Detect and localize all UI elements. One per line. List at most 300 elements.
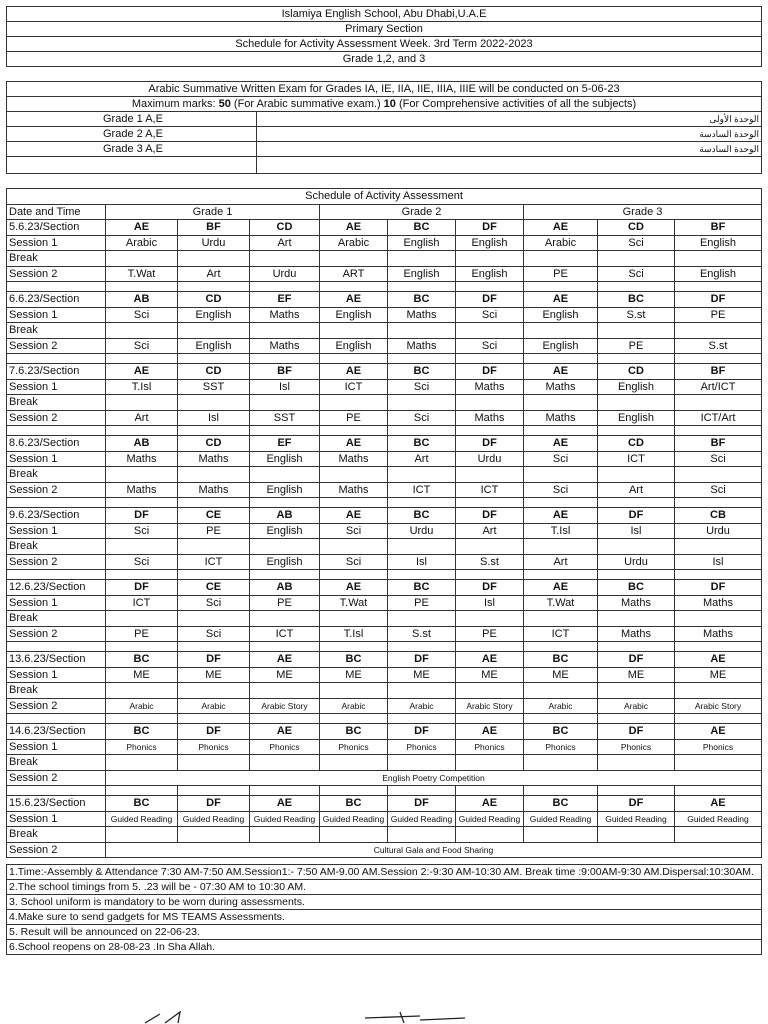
- spacer-cell: [106, 354, 178, 364]
- date-time-header: Date and Time: [7, 204, 106, 220]
- date-row: [7, 364, 762, 380]
- session-1-label: Session 1: [7, 595, 106, 611]
- spacer-cell: [388, 354, 456, 364]
- subject-cell: Maths: [178, 451, 250, 467]
- session-2-label: Session 2: [7, 338, 106, 354]
- empty-cell: [524, 683, 598, 699]
- subject-cell: English: [675, 235, 762, 251]
- subject-cell: English: [456, 266, 524, 282]
- subject-cell: Guided Reading: [250, 811, 320, 827]
- grade-2-header: Grade 2: [320, 204, 524, 220]
- subject-cell: ME: [178, 667, 250, 683]
- session-1-label: Session 1: [7, 667, 106, 683]
- spacer-cell: [106, 642, 178, 652]
- session-2-row: [7, 482, 762, 498]
- subject-cell: Maths: [388, 338, 456, 354]
- break-row: [7, 827, 762, 843]
- subject-cell: English: [250, 451, 320, 467]
- subject-cell: T.Isl: [106, 379, 178, 395]
- subject-cell: Art/ICT: [675, 379, 762, 395]
- subject-cell: Maths: [178, 482, 250, 498]
- section-code: BC: [388, 580, 456, 596]
- empty-cell: [675, 539, 762, 555]
- subject-cell: Phonics: [598, 739, 675, 755]
- subject-cell: Arabic Story: [675, 698, 762, 714]
- spacer-cell: [320, 426, 388, 436]
- subject-cell: ME: [320, 667, 388, 683]
- subject-cell: ME: [598, 667, 675, 683]
- subject-cell: Maths: [250, 307, 320, 323]
- subject-cell: Maths: [388, 307, 456, 323]
- subject-cell: ART: [320, 266, 388, 282]
- maximum-marks: Maximum marks: 50 (For Arabic summative exam.) 10 (For Comprehensive activities of all the subjects): [7, 97, 762, 112]
- subject-cell: Arabic: [106, 235, 178, 251]
- subject-cell: English: [178, 338, 250, 354]
- date-label: 14.6.23/Section: [7, 724, 106, 740]
- note-6: 6.School reopens on 28-08-23 .In Sha Allah.: [7, 940, 762, 955]
- empty-cell: [106, 827, 178, 843]
- subject-cell: Sci: [388, 379, 456, 395]
- subject-cell: Art: [106, 410, 178, 426]
- subject-cell: Arabic: [320, 235, 388, 251]
- break-label: Break: [7, 755, 106, 771]
- spacer-cell: [7, 642, 106, 652]
- subject-cell: Phonics: [320, 739, 388, 755]
- subject-cell: PE: [250, 595, 320, 611]
- subject-cell: Arabic: [388, 698, 456, 714]
- date-row: [7, 292, 762, 308]
- section-code: BC: [524, 796, 598, 812]
- subject-cell: Arabic: [524, 698, 598, 714]
- spacer-cell: [250, 714, 320, 724]
- spacer-cell: [388, 714, 456, 724]
- section-code: DF: [178, 724, 250, 740]
- subject-cell: Sci: [675, 451, 762, 467]
- empty-cell: [524, 251, 598, 267]
- section-code: DF: [598, 796, 675, 812]
- notes-table: [6, 864, 762, 955]
- section-code: DF: [456, 364, 524, 380]
- spacer-cell: [675, 354, 762, 364]
- subject-cell: Isl: [598, 523, 675, 539]
- section-code: CD: [250, 220, 320, 236]
- school-name: Islamiya English School, Abu Dhabi,U.A.E: [7, 7, 762, 22]
- spacer-cell: [456, 498, 524, 508]
- subject-cell: English: [598, 410, 675, 426]
- subject-cell: Sci: [106, 554, 178, 570]
- subject-cell: Art: [456, 523, 524, 539]
- subject-cell: Sci: [598, 266, 675, 282]
- date-label: 7.6.23/Section: [7, 364, 106, 380]
- subject-cell: Maths: [106, 451, 178, 467]
- spacer-cell: [250, 426, 320, 436]
- date-label: 5.6.23/Section: [7, 220, 106, 236]
- spacer-cell: [598, 642, 675, 652]
- session-1-label: Session 1: [7, 523, 106, 539]
- spacer-cell: [106, 786, 178, 796]
- note-1: 1.Time:-Assembly & Attendance 7:30 AM-7:50 AM.Session1:- 7:50 AM-9.00 AM.Session 2:-9:30 AM-10:30 AM. Break time :9:00AM-9:30 AM.Dispersal:10:30AM.: [7, 865, 762, 880]
- spacer-cell: [250, 498, 320, 508]
- spacer-cell: [675, 642, 762, 652]
- subject-cell: PE: [106, 626, 178, 642]
- session-2-row: [7, 842, 762, 858]
- empty-cell: [456, 683, 524, 699]
- header-table: [6, 6, 762, 67]
- spacer-cell: [456, 714, 524, 724]
- empty-cell: [524, 755, 598, 771]
- subject-cell: ICT: [598, 451, 675, 467]
- spacer-cell: [388, 498, 456, 508]
- subject-cell: Maths: [524, 379, 598, 395]
- empty-cell: [106, 251, 178, 267]
- grade-2-label: Grade 2 A,E: [7, 127, 257, 142]
- section-code: BC: [106, 724, 178, 740]
- empty-cell: [178, 611, 250, 627]
- subject-cell: Maths: [524, 410, 598, 426]
- section-code: DF: [456, 436, 524, 452]
- arabic-exam-notice: Arabic Summative Written Exam for Grades IA, IE, IIA, IIE, IIIA, IIIE will be conducted on 5-06-23: [7, 82, 762, 97]
- subject-cell: Art: [250, 235, 320, 251]
- empty-cell: [320, 323, 388, 339]
- spacer-cell: [250, 354, 320, 364]
- activity-schedule-table: [6, 188, 762, 858]
- date-row: [7, 724, 762, 740]
- spacer-cell: [524, 498, 598, 508]
- section-code: BF: [675, 220, 762, 236]
- subject-cell: Guided Reading: [320, 811, 388, 827]
- empty-cell: [598, 395, 675, 411]
- empty-cell: [388, 755, 456, 771]
- section-code: AE: [320, 436, 388, 452]
- subject-cell: Sci: [178, 626, 250, 642]
- spacer-cell: [250, 282, 320, 292]
- section-code: DF: [598, 724, 675, 740]
- subject-cell: Isl: [456, 595, 524, 611]
- spacer-cell: [388, 642, 456, 652]
- section-code: DF: [106, 580, 178, 596]
- section-code: BC: [598, 292, 675, 308]
- session-2-row: [7, 266, 762, 282]
- empty-cell: [388, 467, 456, 483]
- spacer-row: [7, 642, 762, 652]
- spacer-cell: [178, 570, 250, 580]
- spacer-cell: [7, 786, 106, 796]
- spacer-cell: [7, 426, 106, 436]
- spacer-cell: [106, 282, 178, 292]
- section-code: BC: [388, 292, 456, 308]
- section-code: AE: [320, 364, 388, 380]
- section-code: DF: [456, 508, 524, 524]
- empty-cell: [320, 683, 388, 699]
- session-2-label: Session 2: [7, 482, 106, 498]
- subject-cell: Isl: [178, 410, 250, 426]
- section-code: CD: [178, 292, 250, 308]
- subject-cell: Sci: [675, 482, 762, 498]
- empty-cell: [106, 683, 178, 699]
- session-1-label: Session 1: [7, 379, 106, 395]
- subject-cell: Maths: [598, 595, 675, 611]
- empty-cell: [456, 539, 524, 555]
- section-code: AE: [106, 220, 178, 236]
- subject-cell: PE: [388, 595, 456, 611]
- signature-right: [360, 1010, 470, 1024]
- break-row: [7, 467, 762, 483]
- empty-cell: [320, 611, 388, 627]
- empty-cell: [106, 611, 178, 627]
- empty-cell: [320, 251, 388, 267]
- spacer-cell: [320, 354, 388, 364]
- empty-cell: [178, 395, 250, 411]
- spacer-cell: [675, 570, 762, 580]
- session-2-label: Session 2: [7, 842, 106, 858]
- break-label: Break: [7, 467, 106, 483]
- section-code: BF: [250, 364, 320, 380]
- section-code: AE: [456, 796, 524, 812]
- spacer-cell: [7, 714, 106, 724]
- subject-cell: Phonics: [106, 739, 178, 755]
- subject-cell: English: [598, 379, 675, 395]
- empty-cell: [456, 251, 524, 267]
- spacer-cell: [250, 642, 320, 652]
- empty-cell: [388, 683, 456, 699]
- section-code: EF: [250, 436, 320, 452]
- date-label: 6.6.23/Section: [7, 292, 106, 308]
- spacer-cell: [178, 714, 250, 724]
- subject-cell: Sci: [178, 595, 250, 611]
- date-label: 8.6.23/Section: [7, 436, 106, 452]
- subject-cell: English: [388, 266, 456, 282]
- subject-cell: Sci: [106, 338, 178, 354]
- spacer-cell: [524, 786, 598, 796]
- subject-cell: Sci: [388, 410, 456, 426]
- signature-left: [140, 1010, 210, 1024]
- subject-cell: ICT: [106, 595, 178, 611]
- session-2-label: Session 2: [7, 410, 106, 426]
- arabic-exam-table: [6, 81, 762, 174]
- subject-cell: T.Isl: [524, 523, 598, 539]
- subject-cell: Sci: [598, 235, 675, 251]
- subject-cell: Art: [524, 554, 598, 570]
- empty-cell: [598, 467, 675, 483]
- spacer-cell: [675, 282, 762, 292]
- subject-cell: ICT: [456, 482, 524, 498]
- session-1-row: [7, 595, 762, 611]
- section-code: CE: [178, 580, 250, 596]
- subject-cell: English: [250, 523, 320, 539]
- subject-cell: Arabic: [598, 698, 675, 714]
- subject-cell: English: [675, 266, 762, 282]
- subject-cell: ICT: [524, 626, 598, 642]
- subject-cell: Isl: [675, 554, 762, 570]
- section-code: AB: [106, 292, 178, 308]
- subject-cell: Guided Reading: [524, 811, 598, 827]
- empty-cell: [675, 251, 762, 267]
- empty-cell: [675, 323, 762, 339]
- subject-cell: Phonics: [524, 739, 598, 755]
- subject-cell: Maths: [320, 451, 388, 467]
- document-page: [6, 6, 762, 955]
- section-code: AE: [675, 652, 762, 668]
- session-1-row: [7, 523, 762, 539]
- section-code: AE: [320, 292, 388, 308]
- session-2-row: [7, 626, 762, 642]
- subject-cell: Sci: [106, 307, 178, 323]
- section-code: AE: [456, 652, 524, 668]
- empty-cell: [456, 323, 524, 339]
- date-row: [7, 796, 762, 812]
- break-row: [7, 323, 762, 339]
- subject-cell: ICT: [320, 379, 388, 395]
- section-code: AB: [250, 508, 320, 524]
- subject-cell: Guided Reading: [675, 811, 762, 827]
- empty-cell: [598, 755, 675, 771]
- empty-cell: [106, 395, 178, 411]
- empty-cell: [250, 323, 320, 339]
- spacer-cell: [250, 570, 320, 580]
- session-2-label: Session 2: [7, 554, 106, 570]
- section-code: BF: [675, 364, 762, 380]
- empty-cell: [675, 683, 762, 699]
- empty-cell: [250, 611, 320, 627]
- spacer-cell: [178, 282, 250, 292]
- subject-cell: Guided Reading: [598, 811, 675, 827]
- empty-cell: [106, 467, 178, 483]
- section-code: BC: [320, 796, 388, 812]
- section-code: AB: [250, 580, 320, 596]
- spacer-cell: [524, 354, 598, 364]
- spacer-cell: [106, 714, 178, 724]
- subject-cell: Urdu: [250, 266, 320, 282]
- session-1-row: [7, 451, 762, 467]
- subject-cell: Phonics: [250, 739, 320, 755]
- subject-cell: Guided Reading: [106, 811, 178, 827]
- empty-cell: [598, 323, 675, 339]
- subject-cell: PE: [178, 523, 250, 539]
- subject-cell: Maths: [456, 379, 524, 395]
- subject-cell: Urdu: [178, 235, 250, 251]
- empty-cell: [675, 755, 762, 771]
- empty-cell: [178, 539, 250, 555]
- subject-cell: PE: [320, 410, 388, 426]
- empty-cell: [250, 755, 320, 771]
- section-code: AE: [250, 724, 320, 740]
- section-code: AE: [250, 652, 320, 668]
- spacer-row: [7, 570, 762, 580]
- subject-cell: Arabic: [320, 698, 388, 714]
- section-code: DF: [388, 796, 456, 812]
- empty-cell: [524, 539, 598, 555]
- spacer-cell: [106, 570, 178, 580]
- empty-cell: [106, 323, 178, 339]
- section-code: DF: [178, 796, 250, 812]
- break-label: Break: [7, 539, 106, 555]
- subject-cell: ICT: [250, 626, 320, 642]
- empty-cell: [598, 827, 675, 843]
- section-code: DF: [598, 508, 675, 524]
- empty-cell: [178, 251, 250, 267]
- session-2-row: [7, 410, 762, 426]
- subject-cell: S.st: [675, 338, 762, 354]
- spacer-cell: [320, 282, 388, 292]
- subject-cell: Guided Reading: [456, 811, 524, 827]
- subject-cell: SST: [250, 410, 320, 426]
- subject-cell: Art: [598, 482, 675, 498]
- empty-cell: [178, 755, 250, 771]
- grade-2-unit: الوحدة السادسة: [257, 127, 762, 142]
- break-label: Break: [7, 611, 106, 627]
- subject-cell: Maths: [598, 626, 675, 642]
- spacer-row: [7, 354, 762, 364]
- section-code: BF: [178, 220, 250, 236]
- note-5: 5. Result will be announced on 22-06-23.: [7, 925, 762, 940]
- spacer-cell: [106, 498, 178, 508]
- subject-cell: S.st: [598, 307, 675, 323]
- section-code: BC: [106, 796, 178, 812]
- section-code: BC: [598, 580, 675, 596]
- spacer-row: [7, 426, 762, 436]
- subject-cell: ME: [388, 667, 456, 683]
- schedule-title: Schedule of Activity Assessment: [7, 189, 762, 205]
- subject-cell: Maths: [250, 338, 320, 354]
- empty-cell: [456, 395, 524, 411]
- spacer-cell: [598, 426, 675, 436]
- subject-cell: Sci: [524, 451, 598, 467]
- spacer-cell: [598, 714, 675, 724]
- subject-cell: PE: [675, 307, 762, 323]
- empty-cell: [320, 539, 388, 555]
- subject-cell: Phonics: [178, 739, 250, 755]
- session-1-row: [7, 307, 762, 323]
- subject-cell: Urdu: [456, 451, 524, 467]
- spacer-cell: [320, 714, 388, 724]
- spacer-cell: [456, 282, 524, 292]
- empty-cell: [388, 323, 456, 339]
- section-code: AE: [320, 220, 388, 236]
- subject-cell: English: [388, 235, 456, 251]
- empty-cell: [456, 827, 524, 843]
- break-row: [7, 683, 762, 699]
- spacer-cell: [524, 570, 598, 580]
- spacer-cell: [456, 354, 524, 364]
- empty-cell: [388, 539, 456, 555]
- subject-cell: Urdu: [675, 523, 762, 539]
- session-2-row: [7, 698, 762, 714]
- break-row: [7, 251, 762, 267]
- empty-cell: [675, 611, 762, 627]
- section-code: DF: [388, 652, 456, 668]
- session-2-row: [7, 338, 762, 354]
- spacer-cell: [7, 498, 106, 508]
- spacer-cell: [388, 570, 456, 580]
- subject-cell: PE: [456, 626, 524, 642]
- session-1-row: [7, 811, 762, 827]
- session-1-label: Session 1: [7, 739, 106, 755]
- section-code: DF: [456, 292, 524, 308]
- spacer-cell: [675, 426, 762, 436]
- section-code: BC: [388, 508, 456, 524]
- empty-cell: [250, 395, 320, 411]
- session-1-label: Session 1: [7, 235, 106, 251]
- spacer-row: [7, 282, 762, 292]
- subject-cell: Maths: [456, 410, 524, 426]
- section-code: DF: [178, 652, 250, 668]
- empty-cell: [524, 467, 598, 483]
- spacer-cell: [598, 786, 675, 796]
- spacer-cell: [598, 354, 675, 364]
- section-code: BC: [524, 652, 598, 668]
- empty-cell: [250, 827, 320, 843]
- empty-cell: [250, 539, 320, 555]
